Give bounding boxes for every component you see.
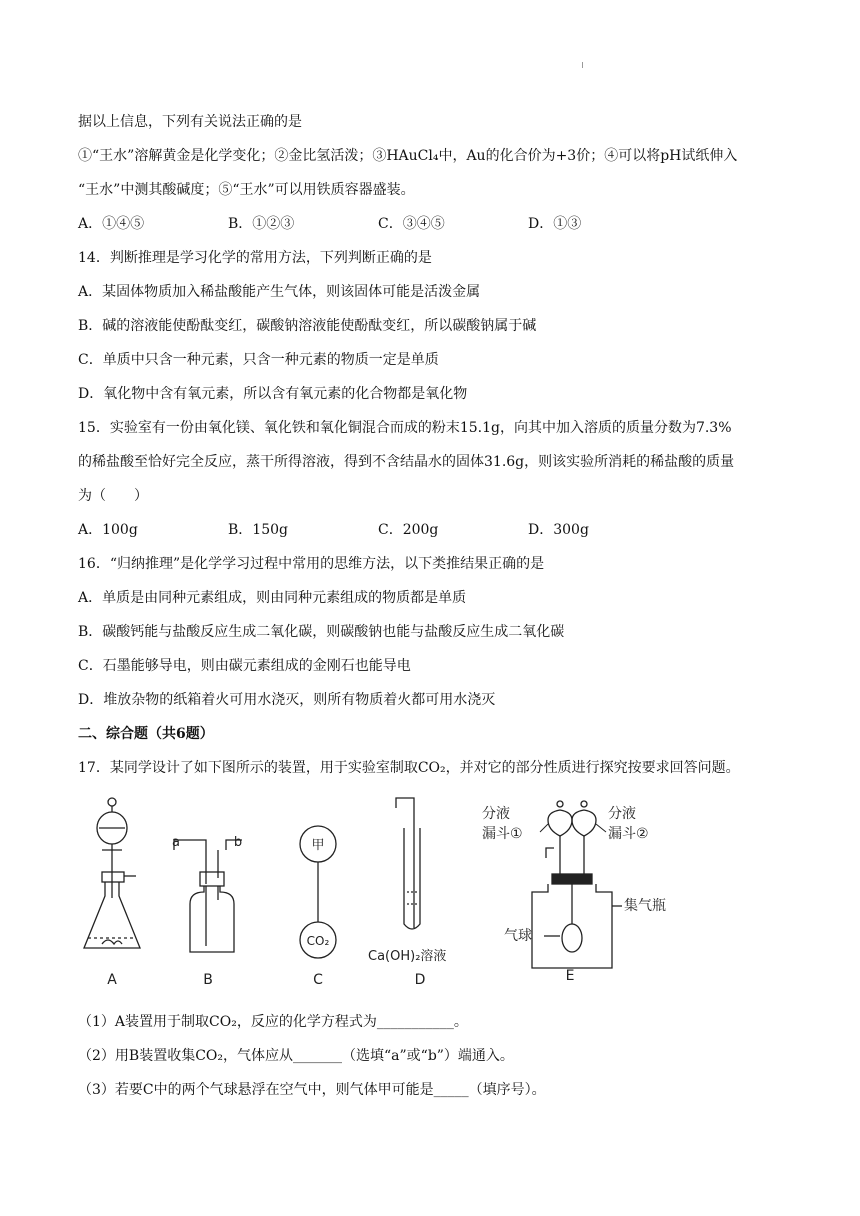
apparatus-b xyxy=(174,840,242,952)
page-mark xyxy=(582,62,583,68)
balloon-label: 气球 xyxy=(504,928,532,944)
q13-option-b: B．①②③ xyxy=(228,216,295,232)
q13-option-a: A．①④⑤ xyxy=(78,216,145,232)
label-e: E xyxy=(565,968,575,984)
funnel2-label-line2: 漏斗② xyxy=(608,826,649,842)
apparatus-figure xyxy=(78,788,798,988)
port-a-label: a xyxy=(172,835,180,850)
q16-option-a: A．单质是由同种元素组成，则由同种元素组成的物质都是单质 xyxy=(78,590,467,606)
q16-option-c: C．石墨能够导电，则由碳元素组成的金刚石也能导电 xyxy=(78,658,411,674)
apparatus-a xyxy=(84,798,140,948)
funnel1-label-line2: 漏斗① xyxy=(482,826,523,842)
label-d: D xyxy=(414,972,426,988)
q15-stem-line1: 15．实验室有一份由氧化镁、氧化铁和氧化铜混合而成的粉末15.1g，向其中加入溶质的质量分数为7.3% xyxy=(78,420,732,436)
q14-option-c: C．单质中只含一种元素，只含一种元素的物质一定是单质 xyxy=(78,352,439,368)
solution-label: Ca(OH)₂溶液 xyxy=(368,949,447,964)
q16-stem: 16．“归纳推理”是化学学习过程中常用的思维方法，以下类推结果正确的是 xyxy=(78,556,545,572)
q16-option-d: D．堆放杂物的纸箱着火可用水浇灭，则所有物质着火都可用水浇灭 xyxy=(78,692,496,708)
q13-statements-line2: “王水”中测其酸碱度；⑤“王水”可以用铁质容器盛装。 xyxy=(78,182,415,198)
label-a: A xyxy=(107,972,117,988)
q15-option-b: B．150g xyxy=(228,522,288,538)
q14-stem: 14．判断推理是学习化学的常用方法，下列判断正确的是 xyxy=(78,250,432,266)
label-c: C xyxy=(313,972,323,988)
q15-stem-line3: 为（ ） xyxy=(78,488,148,504)
q17-sub3: （3）若要C中的两个气球悬浮在空气中，则气体甲可能是_____（填序号）。 xyxy=(78,1082,546,1098)
q15-option-a: A．100g xyxy=(78,522,138,538)
q15-option-d: D．300g xyxy=(528,522,589,538)
q16-option-b: B．碳酸钙能与盐酸反应生成二氧化碳，则碳酸钠也能与盐酸反应生成二氧化碳 xyxy=(78,624,565,640)
bottle-label: 集气瓶 xyxy=(624,898,666,914)
q13-option-d: D．①③ xyxy=(528,216,582,232)
balloon-top-label: 甲 xyxy=(311,838,325,853)
q17-sub1: （1）A装置用于制取CO₂，反应的化学方程式为___________。 xyxy=(78,1014,468,1030)
label-b: B xyxy=(203,972,213,988)
q14-option-a: A．某固体物质加入稀盐酸能产生气体，则该固体可能是活泼金属 xyxy=(78,284,481,300)
apparatus-d xyxy=(396,798,420,929)
q17-sub2: （2）用B装置收集CO₂，气体应从_______（选填“a”或“b”）端通入。 xyxy=(78,1048,514,1064)
q15-stem-line2: 的稀盐酸至恰好完全反应，蒸干所得溶液，得到不含结晶水的固体31.6g，则该实验所消耗的稀盐酸的质量 xyxy=(78,454,735,470)
q13-statements-line1: ①“王水”溶解黄金是化学变化；②金比氢活泼；③HAuCl₄中，Au的化合价为+3价；④可以将pH试纸伸入 xyxy=(78,148,738,164)
funnel2-label-line1: 分液 xyxy=(608,806,636,822)
q17-stem: 17．某同学设计了如下图所示的装置，用于实验室制取CO₂，并对它的部分性质进行探究按要求回答问题。 xyxy=(78,760,740,776)
balloon-bottom-label: CO₂ xyxy=(306,934,330,948)
q14-option-b: B．碱的溶液能使酚酞变红，碳酸钠溶液能使酚酞变红，所以碳酸钠属于碱 xyxy=(78,318,537,334)
funnel1-label-line1: 分液 xyxy=(482,806,510,822)
section-title-comprehensive: 二、综合题（共6题） xyxy=(78,726,214,742)
q15-option-c: C．200g xyxy=(378,522,439,538)
q13-option-c: C．③④⑤ xyxy=(378,216,445,232)
intro-text: 据以上信息，下列有关说法正确的是 xyxy=(78,114,302,130)
port-b-label: b xyxy=(233,835,243,850)
q14-option-d: D．氧化物中含有氧元素，所以含有氧元素的化合物都是氧化物 xyxy=(78,386,468,402)
